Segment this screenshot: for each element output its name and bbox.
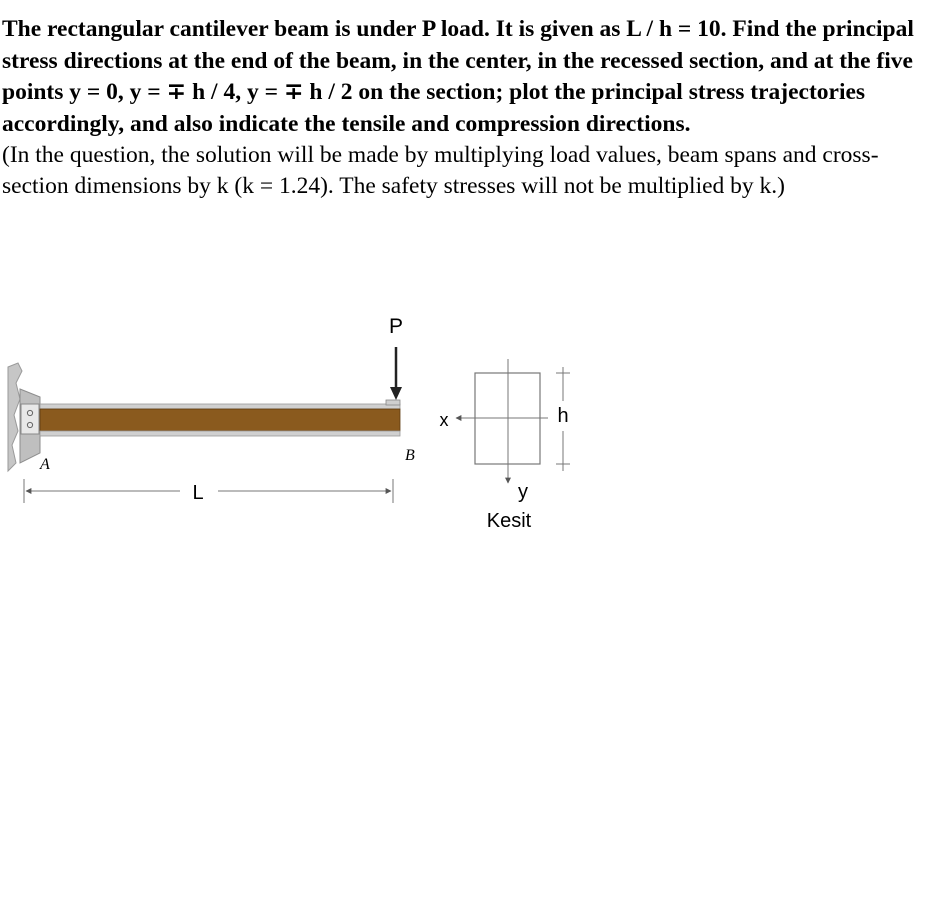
load-label: P [388,315,404,338]
fixed-support [8,363,40,471]
beam [40,400,400,436]
problem-statement: The rectangular cantilever beam is under P load. It is given as L / h = 10. Find the principal stress directions at the end of the beam, in the center, in the recessed section, and at the five points y = 0, y = ∓ h / 4, y = ∓ h / 2 on the section; plot the principal stress trajectories accordingly, and also indicate the tensile and compression directions. [2,16,914,137]
load-arrow [390,347,402,400]
beam-figure [0,305,925,545]
axis-x-label: x [439,410,449,430]
beam-figure-svg [0,305,925,545]
height-label: h [557,405,569,427]
span-dimension [24,479,393,503]
end-label: B [405,447,415,464]
section-caption: Kesit [486,510,532,532]
axis-y-label: y [518,481,528,503]
cross-section [456,359,548,483]
problem-text [2,14,920,202]
problem-note: (In the question, the solution will be made by multiplying load values, beam spans and cross-section dimensions by k (k = 1.24). The safety stresses will not be multiplied by k.) [2,142,879,199]
span-label: L [192,482,204,504]
support-label: A [40,456,50,473]
